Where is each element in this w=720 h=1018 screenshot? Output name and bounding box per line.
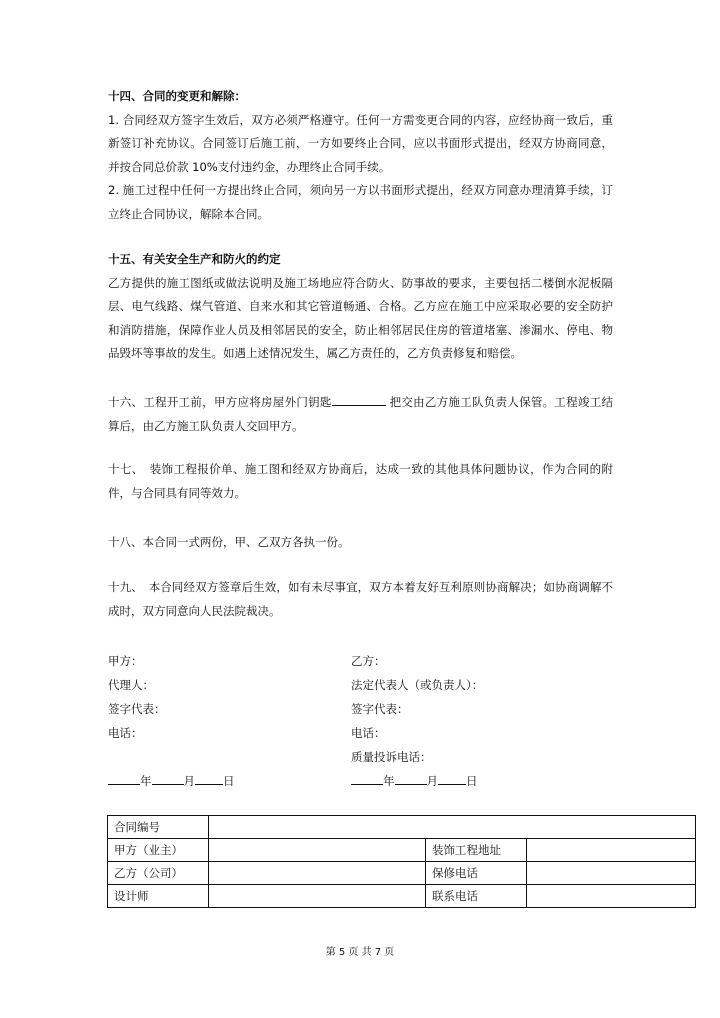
section-17	[108, 458, 613, 505]
section-14-clause-1: 1. 合同经双方签字生效后，双方必须严格遵守。任何一方需变更合同的内容，应经协商一致后，重新签订补充协议。合同签订后施工前，一方如要终止合同，应以书面形式提出，经双方协商同意，并按合同总价款 10%支付违约金，办理终止合同手续。	[108, 112, 613, 174]
party-a-owner-value	[209, 839, 426, 862]
table-row	[108, 862, 696, 885]
designer-value	[209, 885, 426, 908]
section-18	[108, 531, 613, 555]
section-15-body: 乙方提供的施工图纸或做法说明及施工场地应符合防火、防事故的要求，主要包括二楼倒水泥板隔层、电气线路、煤气管道、自来水和其它管道畅通、合格。乙方应在施工中应采取必要的安全防护和消防措施，保障作业人员及相邻居民的安全，防止相邻居民住房的管道堵塞、渗漏水、停电、物品毁坏等事故的发生。如遇上述情况发生，属乙方责任的，乙方负责修复和赔偿。	[108, 275, 613, 360]
party-a-agent: 代理人：	[108, 678, 154, 692]
project-address-label: 装饰工程地址	[426, 839, 527, 862]
party-b-complaint-phone: 质量投诉电话：	[351, 750, 432, 764]
party-a-label: 甲方：	[108, 654, 143, 668]
contact-phone-label: 联系电话	[426, 885, 527, 908]
party-b-signer: 签字代表：	[351, 702, 409, 716]
party-b-date: 年 月 日	[351, 769, 483, 793]
section-16-part2: 把交由乙方施工队负责人保管。工程竣工结算后，由乙方施工队负责人交回甲方。	[108, 395, 613, 433]
party-b-company-label: 乙方（公司）	[108, 862, 209, 885]
contract-no-label: 合同编号	[108, 816, 209, 839]
contract-info-table	[107, 815, 696, 908]
party-b-company-value	[209, 862, 426, 885]
page-number: 第 5 页 共 7 页	[325, 947, 395, 958]
section-14-heading: 十四、合同的变更和解除：	[108, 89, 246, 103]
section-16	[108, 391, 613, 438]
section-16-text	[108, 391, 613, 438]
party-a-owner-label: 甲方（业主）	[108, 839, 209, 862]
section-16-part1: 十六、工程开工前，甲方应将房屋外门钥匙	[108, 395, 332, 409]
party-b-legal-rep: 法定代表人（或负责人）：	[351, 678, 484, 692]
section-19-text: 十九、 本合同经双方签章后生效，如有未尽事宜，双方本着友好互利原则协商解决；如协商调解不成时，双方同意向人民法院裁决。	[108, 580, 613, 618]
table-row	[108, 816, 696, 839]
party-a-phone: 电话：	[108, 726, 143, 740]
warranty-phone-label: 保修电话	[426, 862, 527, 885]
party-b-signature-block	[351, 649, 483, 793]
party-a-signature-block	[108, 649, 235, 793]
party-b-label: 乙方：	[351, 654, 386, 668]
party-b-phone: 电话：	[351, 726, 386, 740]
key-count-blank	[332, 391, 386, 406]
contact-phone-value	[527, 885, 696, 908]
designer-label: 设计师	[108, 885, 209, 908]
section-18-text: 十八、本合同一式两份，甲、乙双方各执一份。	[108, 535, 350, 549]
section-14	[108, 85, 613, 226]
contract-no-value	[209, 816, 696, 839]
section-14-clause-2: 2. 施工过程中任何一方提出终止合同，须向另一方以书面形式提出，经双方同意办理清算手续，订立终止合同协议，解除本合同。	[108, 183, 613, 221]
section-15	[108, 248, 613, 366]
section-17-text: 十七、 装饰工程报价单、施工图和经双方协商后，达成一致的其他具体问题协议，作为合同的附件，与合同具有同等效力。	[108, 462, 613, 500]
party-a-signer: 签字代表：	[108, 702, 166, 716]
section-15-heading: 十五、有关安全生产和防火的约定	[108, 252, 281, 266]
project-address-value	[527, 839, 696, 862]
table-row	[108, 839, 696, 862]
section-19	[108, 576, 613, 623]
warranty-phone-value	[527, 862, 696, 885]
table-row	[108, 885, 696, 908]
party-a-date: 年 月 日	[108, 769, 235, 793]
